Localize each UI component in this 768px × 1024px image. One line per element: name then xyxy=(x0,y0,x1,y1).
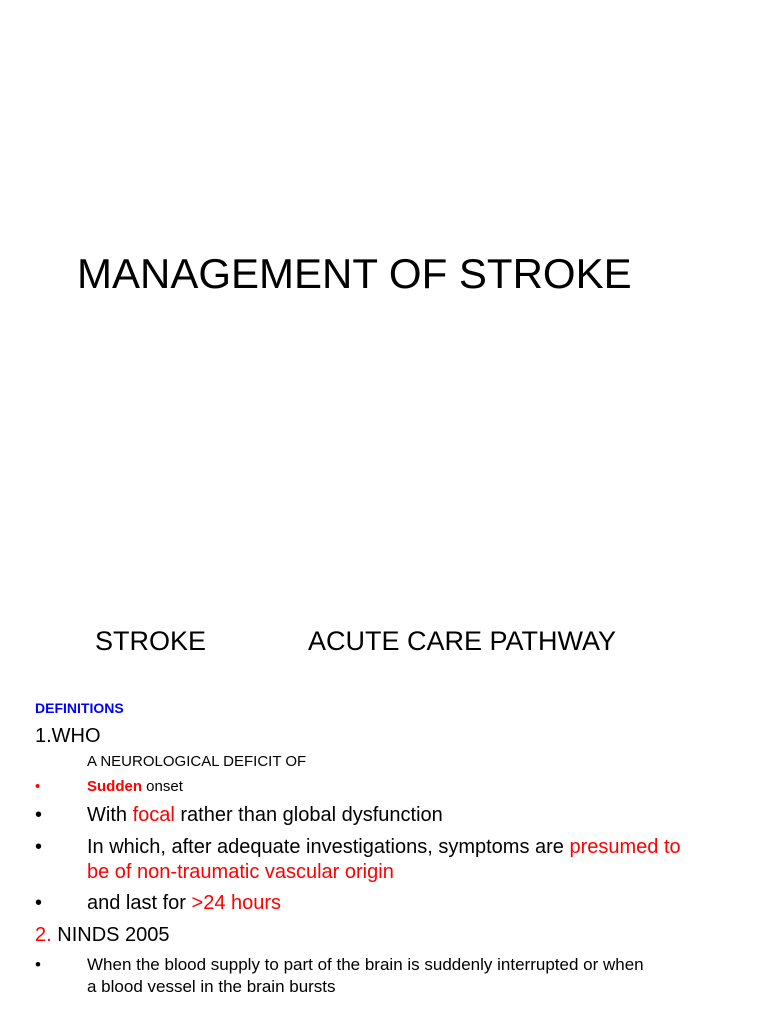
bullet-icon: • xyxy=(35,804,43,826)
ninds-text-line1: When the blood supply to part of the brain is suddenly interrupted or when xyxy=(87,955,644,974)
item-text: and last for xyxy=(87,892,192,914)
bullet-icon: • xyxy=(35,778,41,795)
subtitle-pathway: ACUTE CARE PATHWAY xyxy=(308,626,617,656)
focal-text: focal xyxy=(132,804,175,826)
vascular-origin-text: be of non-traumatic vascular origin xyxy=(87,861,394,883)
sudden-text: Sudden xyxy=(87,778,142,795)
subtitle-stroke: STROKE xyxy=(95,626,207,656)
item-text: rather than global dysfunction xyxy=(174,804,443,826)
ninds-text-line2: a blood vessel in the brain bursts xyxy=(87,977,336,996)
presumed-text: presumed to xyxy=(569,836,681,858)
item-text: With xyxy=(87,804,133,826)
definitions-heading: DEFINITIONS xyxy=(35,700,124,716)
bullet-icon: • xyxy=(35,955,41,974)
duration-text: >24 hours xyxy=(191,892,282,914)
who-intro: A NEUROLOGICAL DEFICIT OF xyxy=(87,753,307,770)
who-heading: 1.WHO xyxy=(35,725,101,747)
slide-title: MANAGEMENT OF STROKE xyxy=(77,250,632,297)
ninds-number: 2. xyxy=(35,924,52,946)
onset-text: onset xyxy=(142,778,183,795)
bullet-icon: • xyxy=(35,836,43,858)
item-text: In which, after adequate investigations, symptoms are xyxy=(87,836,570,858)
ninds-title: NINDS 2005 xyxy=(51,924,170,946)
bullet-icon: • xyxy=(35,892,43,914)
ninds-heading xyxy=(35,922,170,948)
